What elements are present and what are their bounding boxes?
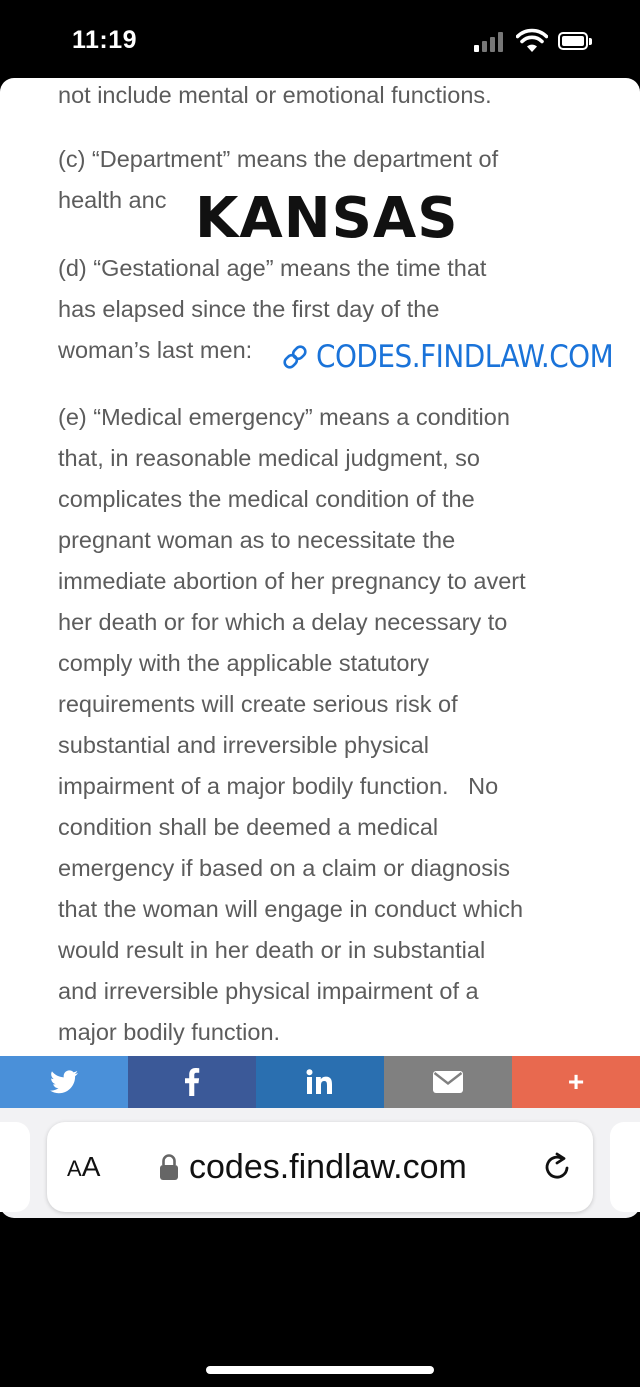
status-time: 11:19 (72, 26, 138, 54)
facebook-f-icon (184, 1068, 200, 1096)
text-line: emergency if based on a claim or diagnosis (58, 855, 510, 881)
text-line: her death or for which a delay necessary to (58, 609, 508, 635)
text-line: not include mental or emotional functions. (58, 82, 492, 108)
address-bar[interactable] (47, 1122, 593, 1212)
twitter-bird-icon (50, 1070, 78, 1094)
text-line: (e) “Medical emergency” means a condition (58, 404, 510, 430)
text-line: substantial and irreversible physical (58, 732, 429, 758)
text-line: that, in reasonable medical judgment, so (58, 445, 480, 471)
battery-icon (558, 32, 588, 50)
browser-toolbar (0, 1108, 640, 1218)
text-line: impairment of a major bodily function. No (58, 773, 499, 799)
linkedin-share-button[interactable] (256, 1056, 384, 1108)
text-line: (d) “Gestational age” means the time that (58, 255, 487, 281)
text-line: condition shall be deemed a medical (58, 814, 439, 840)
more-share-button[interactable] (512, 1056, 640, 1108)
link-icon (280, 342, 310, 372)
facebook-share-button[interactable] (128, 1056, 256, 1108)
plus-icon: + (567, 1066, 585, 1097)
next-tab-peek[interactable] (610, 1122, 640, 1212)
twitter-share-button[interactable] (0, 1056, 128, 1108)
reload-icon[interactable] (541, 1151, 573, 1183)
share-bar (0, 1056, 640, 1108)
linkedin-in-icon (306, 1069, 334, 1095)
url-text[interactable]: codes.findlaw.com (189, 1148, 467, 1186)
wifi-icon (516, 28, 548, 54)
text-line: immediate abortion of her pregnancy to avert (58, 568, 526, 594)
text-line: complicates the medical condition of the (58, 486, 475, 512)
bottom-safe-area (0, 1218, 640, 1387)
status-icons (470, 28, 600, 60)
text-line: has elapsed since the first day of the (58, 296, 440, 322)
text-line: and irreversible physical impairment of a (58, 978, 479, 1004)
lock-icon (159, 1153, 179, 1181)
text-line: pregnant woman as to necessitate the (58, 527, 456, 553)
text-line: would result in her death or in substantial (58, 937, 486, 963)
state-title-overlay: KANSAS (195, 186, 459, 251)
email-share-button[interactable] (384, 1056, 512, 1108)
text-line: that the woman will engage in conduct which (58, 896, 524, 922)
text-line: comply with the applicable statutory (58, 650, 429, 676)
text-line: woman’s last men: (58, 337, 253, 363)
source-caption-text: CODES.FINDLAW.COM (316, 339, 614, 375)
source-caption-overlay (278, 336, 613, 378)
envelope-icon (433, 1071, 463, 1093)
text-line: (c) “Department” means the department of (58, 146, 499, 172)
text-line: health anc (58, 187, 167, 213)
cellular-signal-icon (474, 32, 506, 52)
home-indicator[interactable] (206, 1366, 434, 1374)
status-bar (0, 0, 640, 80)
text-line: requirements will create serious risk of (58, 691, 458, 717)
text-line: major bodily function. (58, 1019, 281, 1045)
previous-tab-peek[interactable] (0, 1122, 30, 1212)
reader-aa-button[interactable]: AA (67, 1151, 101, 1182)
